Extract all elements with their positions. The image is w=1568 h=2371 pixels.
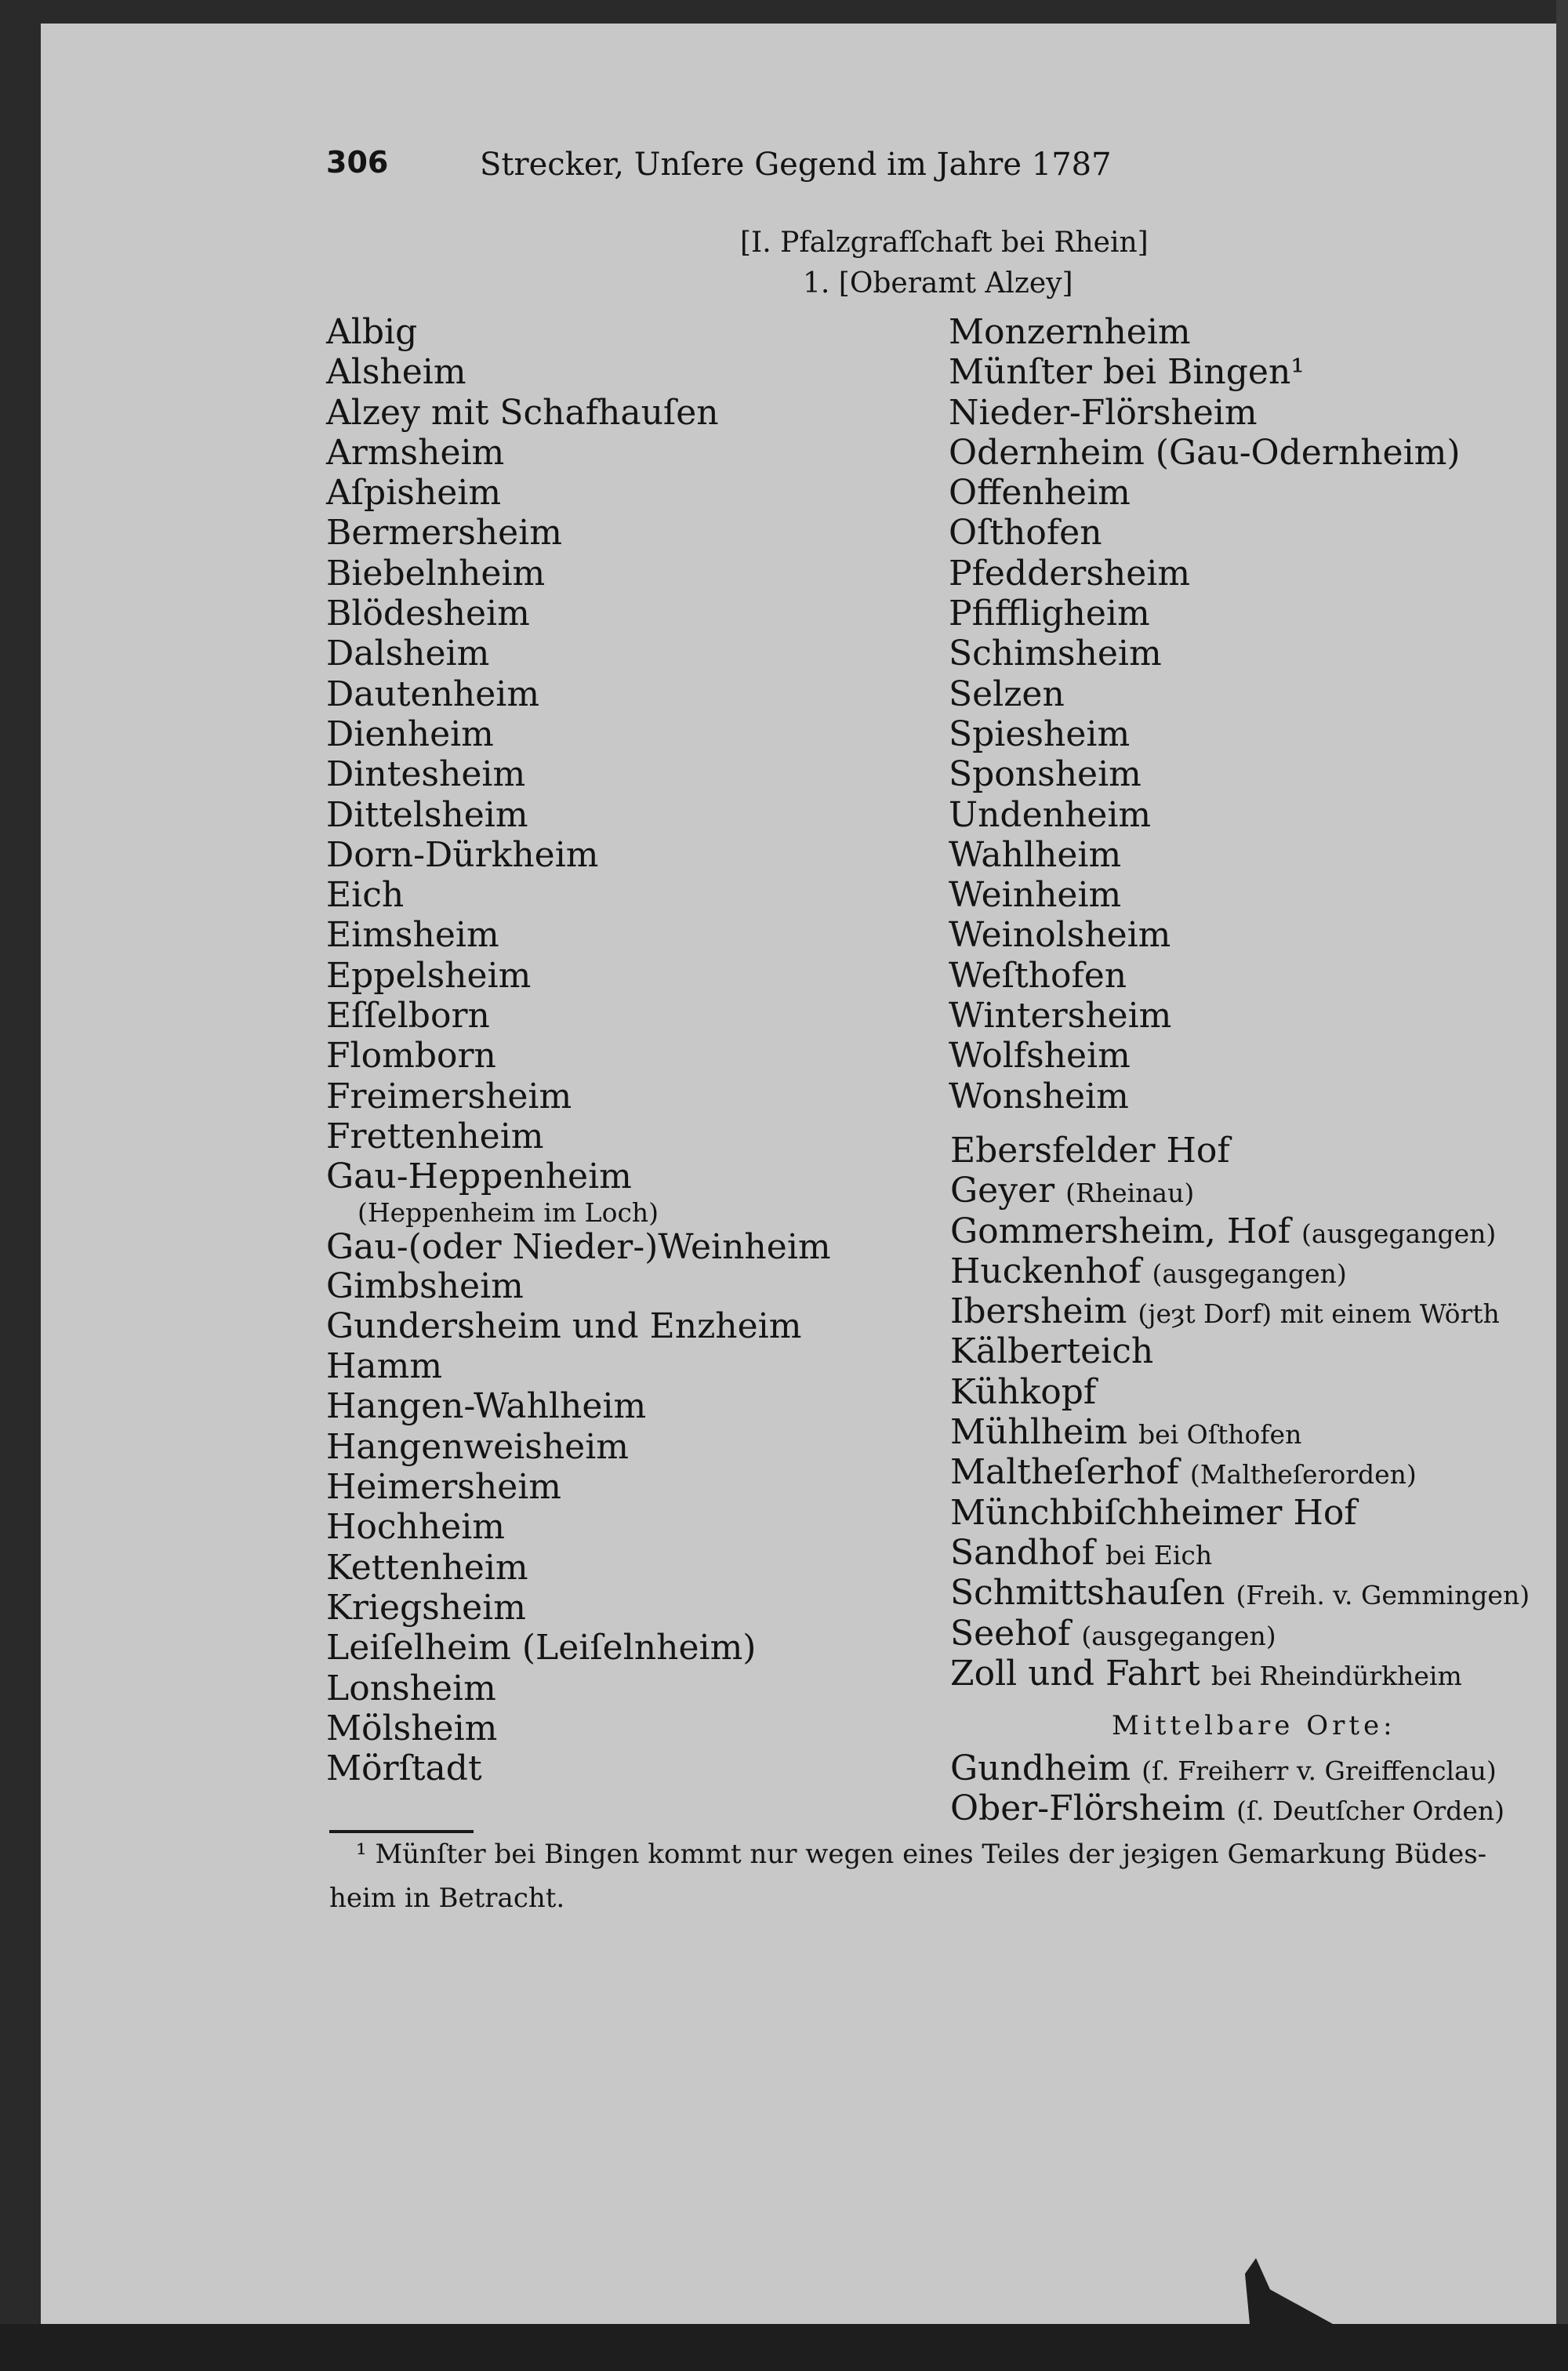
place-name: Dalsheim (326, 634, 490, 674)
place-name: Pfeddersheim (949, 553, 1191, 594)
hof-note: bei Oſthofen (1138, 1419, 1302, 1451)
place-name-alias: (Heppenheim im Loch) (358, 1196, 659, 1228)
page-number: 306 (326, 145, 389, 180)
hof-entry (950, 1331, 1530, 1371)
place-name: Nieder-Flörsheim (949, 392, 1258, 433)
place-name: Dienheim (326, 713, 494, 754)
place-name: Alsheim (326, 352, 466, 393)
hof-name: Huckenhof (950, 1251, 1142, 1291)
place-name: Freimersheim (326, 1076, 572, 1117)
hof-entry (950, 1131, 1530, 1171)
hof-note: (Maltheſerorden) (1189, 1459, 1417, 1490)
hof-name: Münchbiſchheimer Hof (950, 1492, 1357, 1533)
hof-entry (950, 1493, 1530, 1533)
place-name: Selzen (949, 674, 1065, 714)
place-name: Dintesheim (326, 754, 526, 795)
hof-note: bei Rheindürkheim (1210, 1660, 1462, 1691)
hof-name: Kälberteich (950, 1331, 1154, 1372)
place-name: Flomborn (326, 1036, 496, 1077)
place-name: Wintersheim (949, 996, 1172, 1037)
place-name: Schimsheim (949, 634, 1162, 674)
place-name: Dittelsheim (326, 794, 528, 835)
place-name: Weinheim (949, 875, 1122, 916)
hof-note: bei Eich (1105, 1539, 1213, 1570)
place-name: Offenheim (949, 473, 1131, 514)
hof-name: Schmittshauſen (950, 1573, 1225, 1614)
hof-note: (Freih. v. Gemmingen) (1236, 1580, 1530, 1611)
footnote-text: ¹ Münſter bei Bingen kommt nur wegen eines Teiles der jeȝigen Gemarkung Büdes- (356, 1839, 1487, 1870)
place-name: Leiſelheim (Leiſelnheim) (326, 1628, 757, 1668)
place-name: Albig (326, 312, 418, 352)
place-name: Gau-(oder Nieder-)Weinheim (326, 1226, 831, 1267)
hof-entry (950, 1614, 1530, 1654)
place-name: Eppelsheim (326, 955, 532, 996)
place-name: Gau-Heppenheim (326, 1156, 632, 1197)
running-title: Strecker, Unſere Gegend im Jahre 1787 (480, 147, 1112, 183)
hof-name: Ibersheim (950, 1291, 1127, 1332)
mittelbar-name: Gundheim (950, 1748, 1131, 1788)
footnote-rule (329, 1830, 474, 1833)
subsection-heading: 1. [Oberamt Alzey] (803, 267, 1073, 300)
hof-name: Seehof (950, 1613, 1071, 1654)
hof-name: Maltheſerhof (950, 1452, 1179, 1493)
place-name: Heimersheim (326, 1467, 562, 1508)
place-name: Eimsheim (326, 915, 499, 956)
place-name: Blödesheim (326, 594, 530, 634)
section-heading: [I. Pfalzgrafſchaft bei Rhein] (740, 227, 1149, 259)
place-name: Hamm (326, 1346, 443, 1387)
place-name: Kettenheim (326, 1547, 528, 1588)
mittelbare-heading: Mittelbare Orte: (1112, 1710, 1396, 1741)
place-name: Aſpisheim (326, 473, 502, 514)
hof-name: Mühlheim (950, 1412, 1127, 1453)
hof-entry (950, 1291, 1530, 1331)
hof-name: Sandhof (950, 1532, 1094, 1573)
hof-entry (950, 1654, 1530, 1694)
place-name: Undenheim (949, 794, 1152, 835)
place-name: Odernheim (Gau-Odernheim) (949, 432, 1461, 473)
hof-entry (950, 1211, 1530, 1251)
place-name: Wolfsheim (949, 1036, 1131, 1077)
place-name: Kriegsheim (326, 1587, 526, 1628)
place-name: Lonsheim (326, 1668, 496, 1708)
footnote-text-continued: heim in Betracht. (329, 1883, 565, 1914)
mittelbare-list (950, 1748, 1504, 1829)
hof-note: (ausgegangen) (1152, 1258, 1347, 1289)
place-name: Monzernheim (949, 312, 1191, 352)
place-name: Oſthofen (949, 513, 1102, 554)
place-name: Eich (326, 875, 405, 916)
place-name: Armsheim (326, 432, 505, 473)
place-name: Gimbsheim (326, 1265, 524, 1306)
place-name: Spiesheim (949, 713, 1131, 754)
place-name: Mölsheim (326, 1708, 498, 1748)
place-name: Münſter bei Bingen¹ (949, 352, 1305, 393)
hof-entry (950, 1372, 1530, 1412)
hof-entry (950, 1573, 1530, 1613)
place-name: Dorn-Dürkheim (326, 834, 599, 875)
place-name: Eſſelborn (326, 996, 490, 1037)
hof-entry (950, 1412, 1530, 1452)
place-name: Weinolsheim (949, 915, 1171, 956)
place-name: Dautenheim (326, 674, 540, 714)
page-corner-tear (1239, 2258, 1333, 2324)
hof-name: Geyer (950, 1171, 1055, 1211)
hof-list (950, 1131, 1530, 1694)
mittelbar-entry (950, 1748, 1504, 1788)
mittelbar-note: (ſ. Deutſcher Orden) (1236, 1795, 1504, 1827)
hof-note: (Rheinau) (1065, 1178, 1195, 1209)
place-name: Sponsheim (949, 754, 1142, 795)
hof-entry (950, 1171, 1530, 1211)
hof-name: Ebersfelder Hof (950, 1131, 1230, 1171)
place-name: Pfiffligheim (949, 594, 1150, 634)
mittelbar-entry (950, 1788, 1504, 1828)
place-name: Biebelnheim (326, 553, 546, 594)
place-name: Mörſtadt (326, 1748, 482, 1789)
hof-note: (jeȝt Dorf) mit einem Wörth (1138, 1298, 1500, 1330)
hof-entry (950, 1533, 1530, 1573)
hof-name: Zoll und Fahrt (950, 1653, 1200, 1694)
place-name: Hochheim (326, 1507, 506, 1548)
hof-entry (950, 1452, 1530, 1492)
hof-name: Gommersheim, Hof (950, 1211, 1291, 1251)
hof-note: (ausgegangen) (1301, 1218, 1497, 1249)
place-name: Hangenweisheim (326, 1426, 630, 1467)
hof-name: Kühkopf (950, 1371, 1097, 1412)
scan-background (0, 2324, 1568, 2371)
place-name: Wahlheim (949, 834, 1122, 875)
place-name: Hangen-Wahlheim (326, 1386, 647, 1427)
place-name: Weſthofen (949, 955, 1127, 996)
mittelbar-name: Ober-Flörsheim (950, 1788, 1226, 1829)
place-name: Frettenheim (326, 1116, 544, 1156)
place-name: Gundersheim und Enzheim (326, 1305, 802, 1346)
hof-entry (950, 1251, 1530, 1291)
mittelbar-note: (ſ. Freiherr v. Greiffenclau) (1142, 1756, 1497, 1786)
place-name: Bermersheim (326, 513, 562, 554)
place-name: Alzey mit Schafhauſen (326, 392, 719, 433)
left-place-list (326, 312, 831, 1788)
place-name: Wonsheim (949, 1076, 1129, 1117)
right-place-list (949, 312, 1461, 1117)
page-edge-shadow (1556, 0, 1568, 2324)
hof-note: (ausgegangen) (1081, 1620, 1276, 1651)
